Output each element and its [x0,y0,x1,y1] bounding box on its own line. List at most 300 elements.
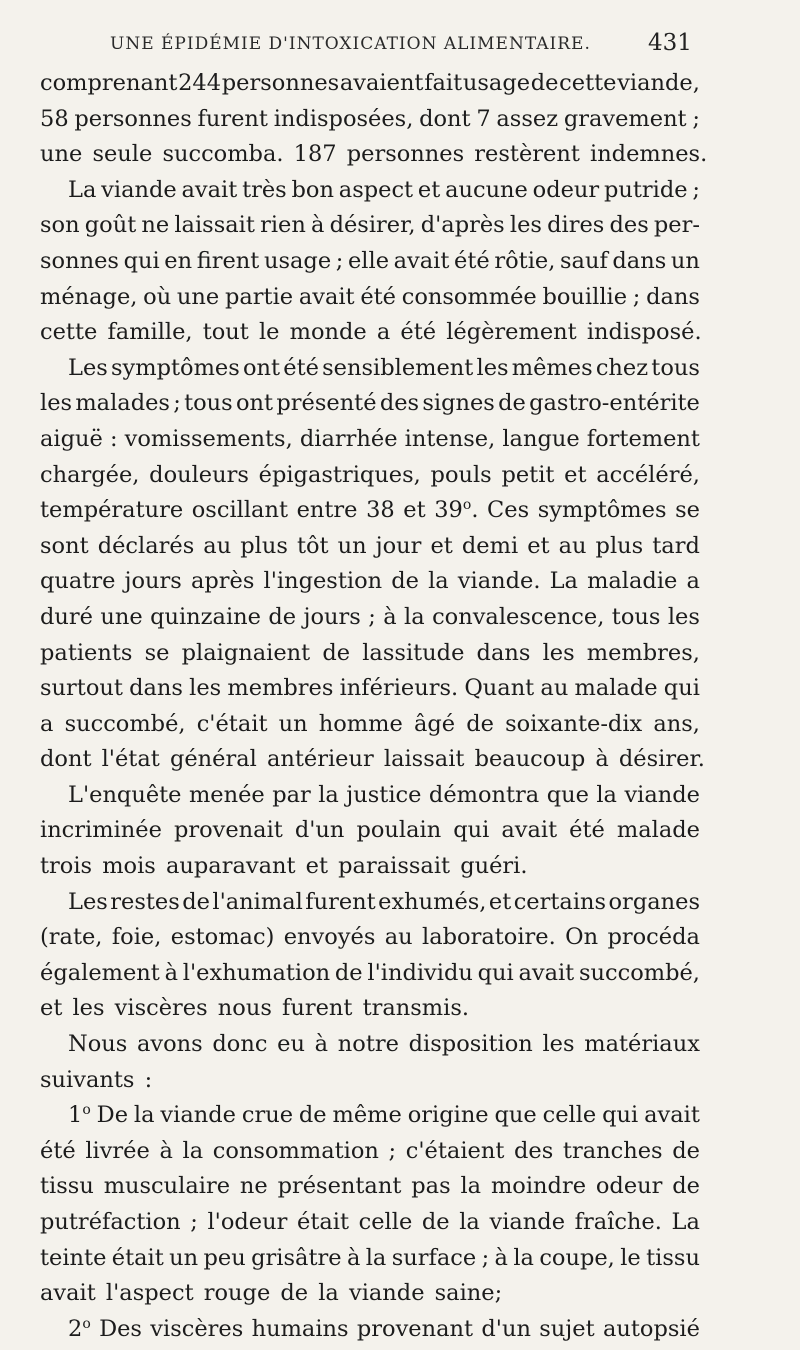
word-group [620,1241,641,1277]
word-group [347,137,464,173]
word-group [102,849,156,885]
word-group [429,778,539,814]
word: l'ingestion [263,568,383,595]
text-line [40,1134,700,1170]
word: saine; [434,1280,503,1307]
word: qui [123,247,160,274]
word: chez [595,354,649,381]
word-group [40,671,123,707]
word: ; [388,1137,397,1164]
word-group [227,671,333,707]
word: tranches [562,1137,663,1164]
text-line [40,1241,700,1277]
word-group [477,636,531,672]
text-line [40,564,700,600]
word: en [164,247,193,274]
word: de [672,1137,700,1164]
word-group [619,742,705,778]
word: malades [75,390,170,417]
text-line [40,1276,700,1312]
word: des [609,212,649,239]
word-group [274,102,414,138]
word-group [242,173,287,209]
word-group [366,493,395,529]
word: jour [375,532,422,559]
word-group [182,636,311,672]
word: à [346,1244,361,1271]
word: accéléré, [596,461,700,488]
word-group [340,66,424,102]
word-group [406,1134,505,1170]
word-group [40,493,183,529]
word: avait [501,817,558,844]
word: mêmes [511,354,593,381]
word: plus [595,532,644,559]
word-group [446,315,577,351]
word-group [297,529,329,565]
word-group [183,956,330,992]
word: 2 [68,1315,83,1342]
word-group [559,66,616,102]
word-group [40,280,137,316]
word: température [40,497,184,524]
word-group [402,280,537,316]
word-group [149,458,249,494]
word-group [294,137,337,173]
word-group [424,66,462,102]
word: elle [347,247,390,274]
word-group [300,422,398,458]
word-group [278,1169,402,1205]
word: : [144,1066,153,1093]
word: ; [173,390,181,417]
word: certains [513,888,607,915]
word-group [409,1027,533,1063]
word-group [166,849,296,885]
word-group [466,707,494,743]
word-group [533,173,600,209]
word: quinzaine [150,603,261,630]
word-group [400,315,436,351]
word: un [670,247,700,274]
word: moindre [490,1173,587,1200]
word-group [284,920,376,956]
word-group [272,778,311,814]
word-group [501,458,554,494]
word: qui [453,817,490,844]
word-group [330,208,416,244]
word: c'était [196,710,268,737]
word-group [204,1241,246,1277]
word: suivants [40,1066,135,1093]
word-group [97,1098,128,1134]
word-group [652,529,700,565]
word-group [587,564,677,600]
word-group [489,885,511,921]
word-group [40,1169,94,1205]
word: après [190,568,255,595]
word: 39 [434,497,463,524]
word-group [540,671,568,707]
word-group [368,600,376,636]
text-line [40,1098,700,1134]
word: Ces [487,497,530,524]
word: au [540,675,569,702]
word-group [299,280,355,316]
word: aspect [338,176,414,203]
word: de [334,959,363,986]
word: humains [251,1315,349,1342]
word-group [686,564,699,600]
word-group [40,813,162,849]
word-group [675,493,700,529]
word-group [68,351,108,387]
text-line [40,1312,700,1348]
word: comprenant [40,70,178,96]
word: rien [260,212,306,239]
word: à [159,1137,173,1164]
word-group [277,1027,305,1063]
word: les [72,995,105,1022]
word-group [40,66,177,102]
word: partie [224,283,294,310]
word: eu [277,1031,305,1058]
word-group [242,1098,293,1134]
word-group [222,66,339,102]
word: que [546,781,589,808]
word: les [40,390,73,417]
word: tous [184,390,233,417]
word: duré [40,603,93,630]
word-group [178,66,221,102]
word: ménage, [40,283,138,310]
word-group [596,458,700,494]
word-group [40,991,62,1027]
word: se [675,497,700,524]
word-group [391,564,419,600]
word-group [495,1241,508,1277]
word: ont [236,390,274,417]
word-group [671,244,700,280]
word: la [133,1102,155,1129]
word: personnes [346,141,465,168]
word: succomba. [162,141,284,168]
word-group [587,315,702,351]
word-group [191,564,254,600]
word-group [403,493,425,529]
word-group [85,1134,150,1170]
word-group [510,208,542,244]
word: seule [92,141,153,168]
word: mois [102,853,156,880]
word-group [174,813,283,849]
word: qui [663,675,700,702]
word-group [212,1027,267,1063]
word: foie, [111,924,162,951]
word-group [612,600,661,636]
word: membres, [586,639,700,666]
word-group [411,1169,450,1205]
word-group [617,66,700,102]
word-group [512,351,593,387]
word: membres [227,675,334,702]
word: musculaire [103,1173,231,1200]
word-group [496,102,558,138]
word: usage [462,70,531,96]
text-line [40,529,700,565]
word: et [527,532,550,559]
text-line [40,1205,700,1241]
word-group [543,636,575,672]
word-group [338,529,367,565]
word: pouls [430,461,492,488]
word: la [428,568,449,595]
word: gastro-entérite [529,390,700,417]
word-group [434,493,478,529]
text-line [40,920,700,956]
text-line [40,315,700,351]
word: peu [203,1244,246,1271]
word: très [242,176,287,203]
word-group [112,920,162,956]
text-line [40,1063,700,1099]
body-text [40,66,708,1347]
word-group [322,351,473,387]
word-group [213,1134,379,1170]
word: de [298,1102,327,1129]
word-group [338,849,450,885]
word: La [549,568,578,595]
word: sensiblement [322,354,474,381]
text-line [40,707,700,743]
word-group [338,1027,399,1063]
word-group [539,1241,615,1277]
word: c'étaient [405,1137,505,1164]
word-group [303,600,360,636]
word-group [564,458,586,494]
word: présenté [276,390,377,417]
word: la [182,1137,204,1164]
word: demi [461,532,519,559]
word-group [252,1312,349,1348]
word-group [101,173,177,209]
word: dans [646,283,700,310]
word-group [362,636,464,672]
word-group [183,1134,204,1170]
word-group [607,920,699,956]
word-group [40,137,82,173]
word: inférieurs. [339,675,459,702]
word: sonnes [40,247,119,274]
word-group [475,742,586,778]
word: à [311,212,325,239]
word: celle [358,1209,413,1235]
word-group [569,813,605,849]
word-group [595,742,608,778]
word-group [654,208,700,244]
word: exhumés, [378,888,487,915]
word: fortement [586,425,700,452]
text-line [40,173,700,209]
word: incriminée [40,817,162,844]
word-group [106,1276,194,1312]
word-group [150,600,261,636]
word: de [280,1280,309,1307]
word: général [169,746,257,773]
word-group [346,778,421,814]
word-group [169,1241,198,1277]
word: chargée, [40,461,140,488]
word: où [143,283,172,310]
word-group [125,422,293,458]
word-group [40,742,91,778]
word-group [565,920,598,956]
word-group [603,1312,700,1348]
word-group [192,493,288,529]
word: et [430,532,453,559]
word: été [40,1137,76,1164]
word-group [282,991,352,1027]
word: estomac) [170,924,275,951]
word: de [421,1209,450,1235]
word-group [609,885,700,921]
word-group [672,1205,700,1241]
word: per- [653,212,700,239]
word-group [40,849,92,885]
word-group [385,920,413,956]
word-group [40,102,69,138]
word: 1 [68,1102,83,1129]
word-group [171,920,275,956]
text-line [40,244,700,280]
word: bouillie [542,283,628,310]
word-group [357,1312,473,1348]
word: entre [296,497,358,524]
word-group [538,493,667,529]
word: l'état [101,746,160,773]
word-group [280,1276,308,1312]
word: petit [501,461,555,488]
word: notre [337,1031,399,1058]
word-group [460,849,527,885]
word: d'un [481,1315,531,1342]
word: de [530,70,559,96]
word-group [513,1241,534,1277]
word: indisposé. [586,319,702,346]
word-group [125,564,182,600]
word: un [169,1244,199,1271]
word: qui [602,1102,639,1129]
word: cette [40,319,98,346]
word-group [333,1098,402,1134]
word: à [494,1244,508,1271]
word-group [349,1276,425,1312]
word-group [190,1205,198,1241]
word-group [464,671,534,707]
word: viande [160,1102,236,1129]
word: la [513,1244,534,1271]
word: maladie [587,568,678,595]
superscript-mark: o [82,1315,91,1332]
word: des [379,390,420,417]
word: nous [217,995,272,1022]
word-group [290,315,367,351]
word: Des [99,1315,142,1342]
word: trois [40,853,93,880]
word: bon [291,176,334,203]
word-group [664,671,700,707]
word: son [40,212,80,239]
word: signes [422,390,495,417]
word-group [602,1098,638,1134]
word: 38 [366,497,395,524]
word: le [620,1244,641,1271]
word-group [422,920,556,956]
word-group [405,422,496,458]
word-group [356,813,441,849]
word-group [476,102,490,138]
word-group [100,600,142,636]
word: était [111,1244,164,1271]
word: le [258,319,280,346]
word-group [251,1241,341,1277]
word: les [542,1031,575,1058]
word: ne [239,1173,268,1200]
word: la [404,603,425,630]
word: viande [101,176,177,203]
word-group [129,671,183,707]
word: avait [181,176,238,203]
word: par [272,781,311,808]
word-group [477,351,509,387]
text-line [40,208,700,244]
word-group [225,280,293,316]
word: lassitude [362,639,465,666]
word: ont [242,354,281,381]
word: viscères [114,995,208,1022]
word-group [68,173,96,209]
word-group [268,600,296,636]
word-group [162,137,283,173]
word-group [529,386,700,422]
word: de [182,888,210,915]
word-group [596,1169,663,1205]
word: une [40,141,83,168]
word: ; [692,105,700,132]
text-line [40,956,700,992]
word-group [40,636,132,672]
word: même [332,1102,402,1129]
word: les [542,639,575,666]
word: ; [481,1244,490,1271]
word: viande, [617,70,700,96]
word: personnes [74,105,192,132]
word: On [565,924,599,951]
word-group [134,1098,155,1134]
word: dont [40,746,92,773]
word-group [68,778,182,814]
word-group [584,1027,700,1063]
text-line [40,778,700,814]
word: de [672,1173,700,1200]
word-group [40,208,80,244]
word-group [203,315,249,351]
word-group [65,707,186,743]
word: les [476,354,509,381]
word-group [366,1241,387,1277]
word-group [421,208,505,244]
word: à [595,746,609,773]
